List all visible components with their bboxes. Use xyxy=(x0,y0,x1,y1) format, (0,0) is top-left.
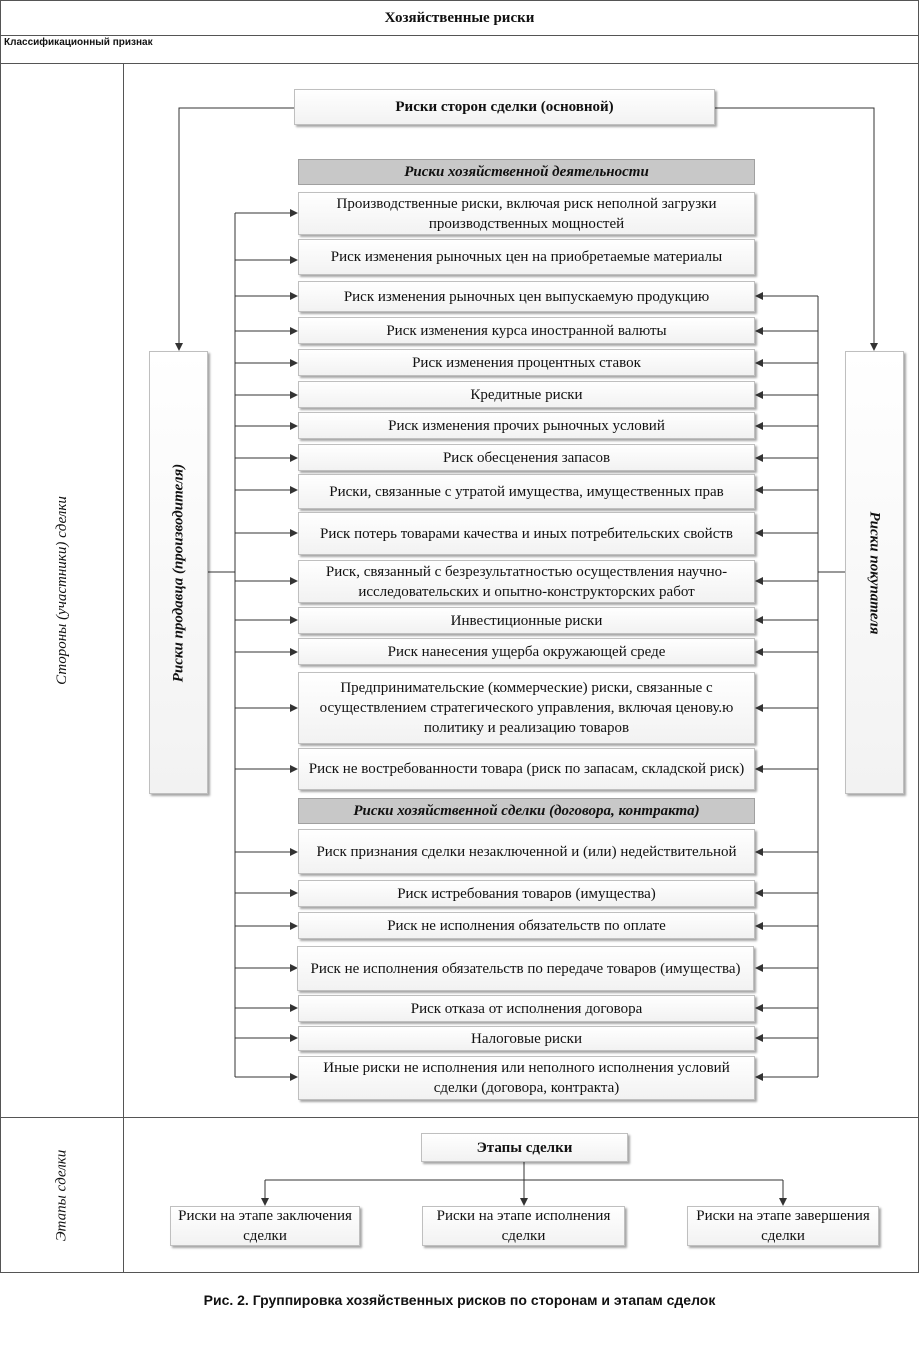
activity-risk-item: Риск, связанный с безрезультатностью осуществления научно-исследовательских и опытно-конструкторских работ xyxy=(298,560,755,603)
business-activity-header: Риски хозяйственной деятельности xyxy=(298,159,755,185)
activity-risk-item: Риск обесценения запасов xyxy=(298,444,755,471)
buyer-risks-box xyxy=(845,351,904,794)
deal-risk-item: Риск отказа от исполнения договора xyxy=(298,995,755,1022)
activity-risk-item: Риск изменения прочих рыночных условий xyxy=(298,412,755,439)
stages-section-label-text: Этапы сделки xyxy=(53,1149,70,1241)
activity-risk-item: Производственные риски, включая риск неполной загрузки производственных мощностей xyxy=(298,192,755,235)
deal-risk-item: Иные риски не исполнения или неполного исполнения условий сделки (договора, контракта) xyxy=(298,1056,755,1100)
activity-risk-item: Риск изменения рыночных цен выпускаемую продукцию xyxy=(298,281,755,312)
activity-risk-item: Риск нанесения ущерба окружающей среде xyxy=(298,638,755,665)
classification-label: Классификационный признак xyxy=(0,35,919,64)
deal-risk-item: Риск не исполнения обязательств по передаче товаров (имущества) xyxy=(297,946,754,991)
stages-head-box: Этапы сделки xyxy=(421,1133,628,1162)
activity-risk-item: Кредитные риски xyxy=(298,381,755,408)
stage-risk-box-conclusion: Риски на этапе заключения сделки xyxy=(170,1206,360,1246)
activity-risk-item: Риск потерь товарами качества и иных потребительских свойств xyxy=(298,512,755,555)
stage-risk-box-completion: Риски на этапе завершения сделки xyxy=(687,1206,879,1246)
business-deal-header: Риски хозяйственной сделки (договора, контракта) xyxy=(298,798,755,824)
seller-risks-box xyxy=(149,351,208,794)
deal-risk-item: Налоговые риски xyxy=(298,1026,755,1051)
stage-risk-box-execution: Риски на этапе исполнения сделки xyxy=(422,1206,625,1246)
deal-risk-item: Риск истребования товаров (имущества) xyxy=(298,880,755,907)
activity-risk-item: Риски, связанные с утратой имущества, имущественных прав xyxy=(298,474,755,509)
activity-risk-item: Риск изменения процентных ставок xyxy=(298,349,755,376)
deal-risk-item: Риск не исполнения обязательств по оплате xyxy=(298,912,755,939)
activity-risk-item: Риск изменения рыночных цен на приобретаемые материалы xyxy=(298,239,755,275)
figure-caption: Рис. 2. Группировка хозяйственных рисков по сторонам и этапам сделок xyxy=(203,1292,716,1308)
activity-risk-item: Предпринимательские (коммерческие) риски, связанные с осуществлением стратегического управления, включая ценову.ю политику и реализацию товаров xyxy=(298,672,755,744)
main-parties-box: Риски сторон сделки (основной) xyxy=(294,89,715,125)
deal-risk-item: Риск признания сделки незаключенной и (или) недействительной xyxy=(298,829,755,874)
activity-risk-item: Риск изменения курса иностранной валюты xyxy=(298,317,755,344)
activity-risk-item: Риск не востребованности товара (риск по запасам, складской риск) xyxy=(298,748,755,790)
activity-risk-item: Инвестиционные риски xyxy=(298,607,755,634)
buyer-risks-label: Риски покупателя xyxy=(866,511,883,634)
seller-risks-label: Риски продавца (производителя) xyxy=(170,463,187,682)
parties-section-label-text: Стороны (участники) сделки xyxy=(53,496,70,685)
diagram-title: Хозяйственные риски xyxy=(0,0,919,36)
